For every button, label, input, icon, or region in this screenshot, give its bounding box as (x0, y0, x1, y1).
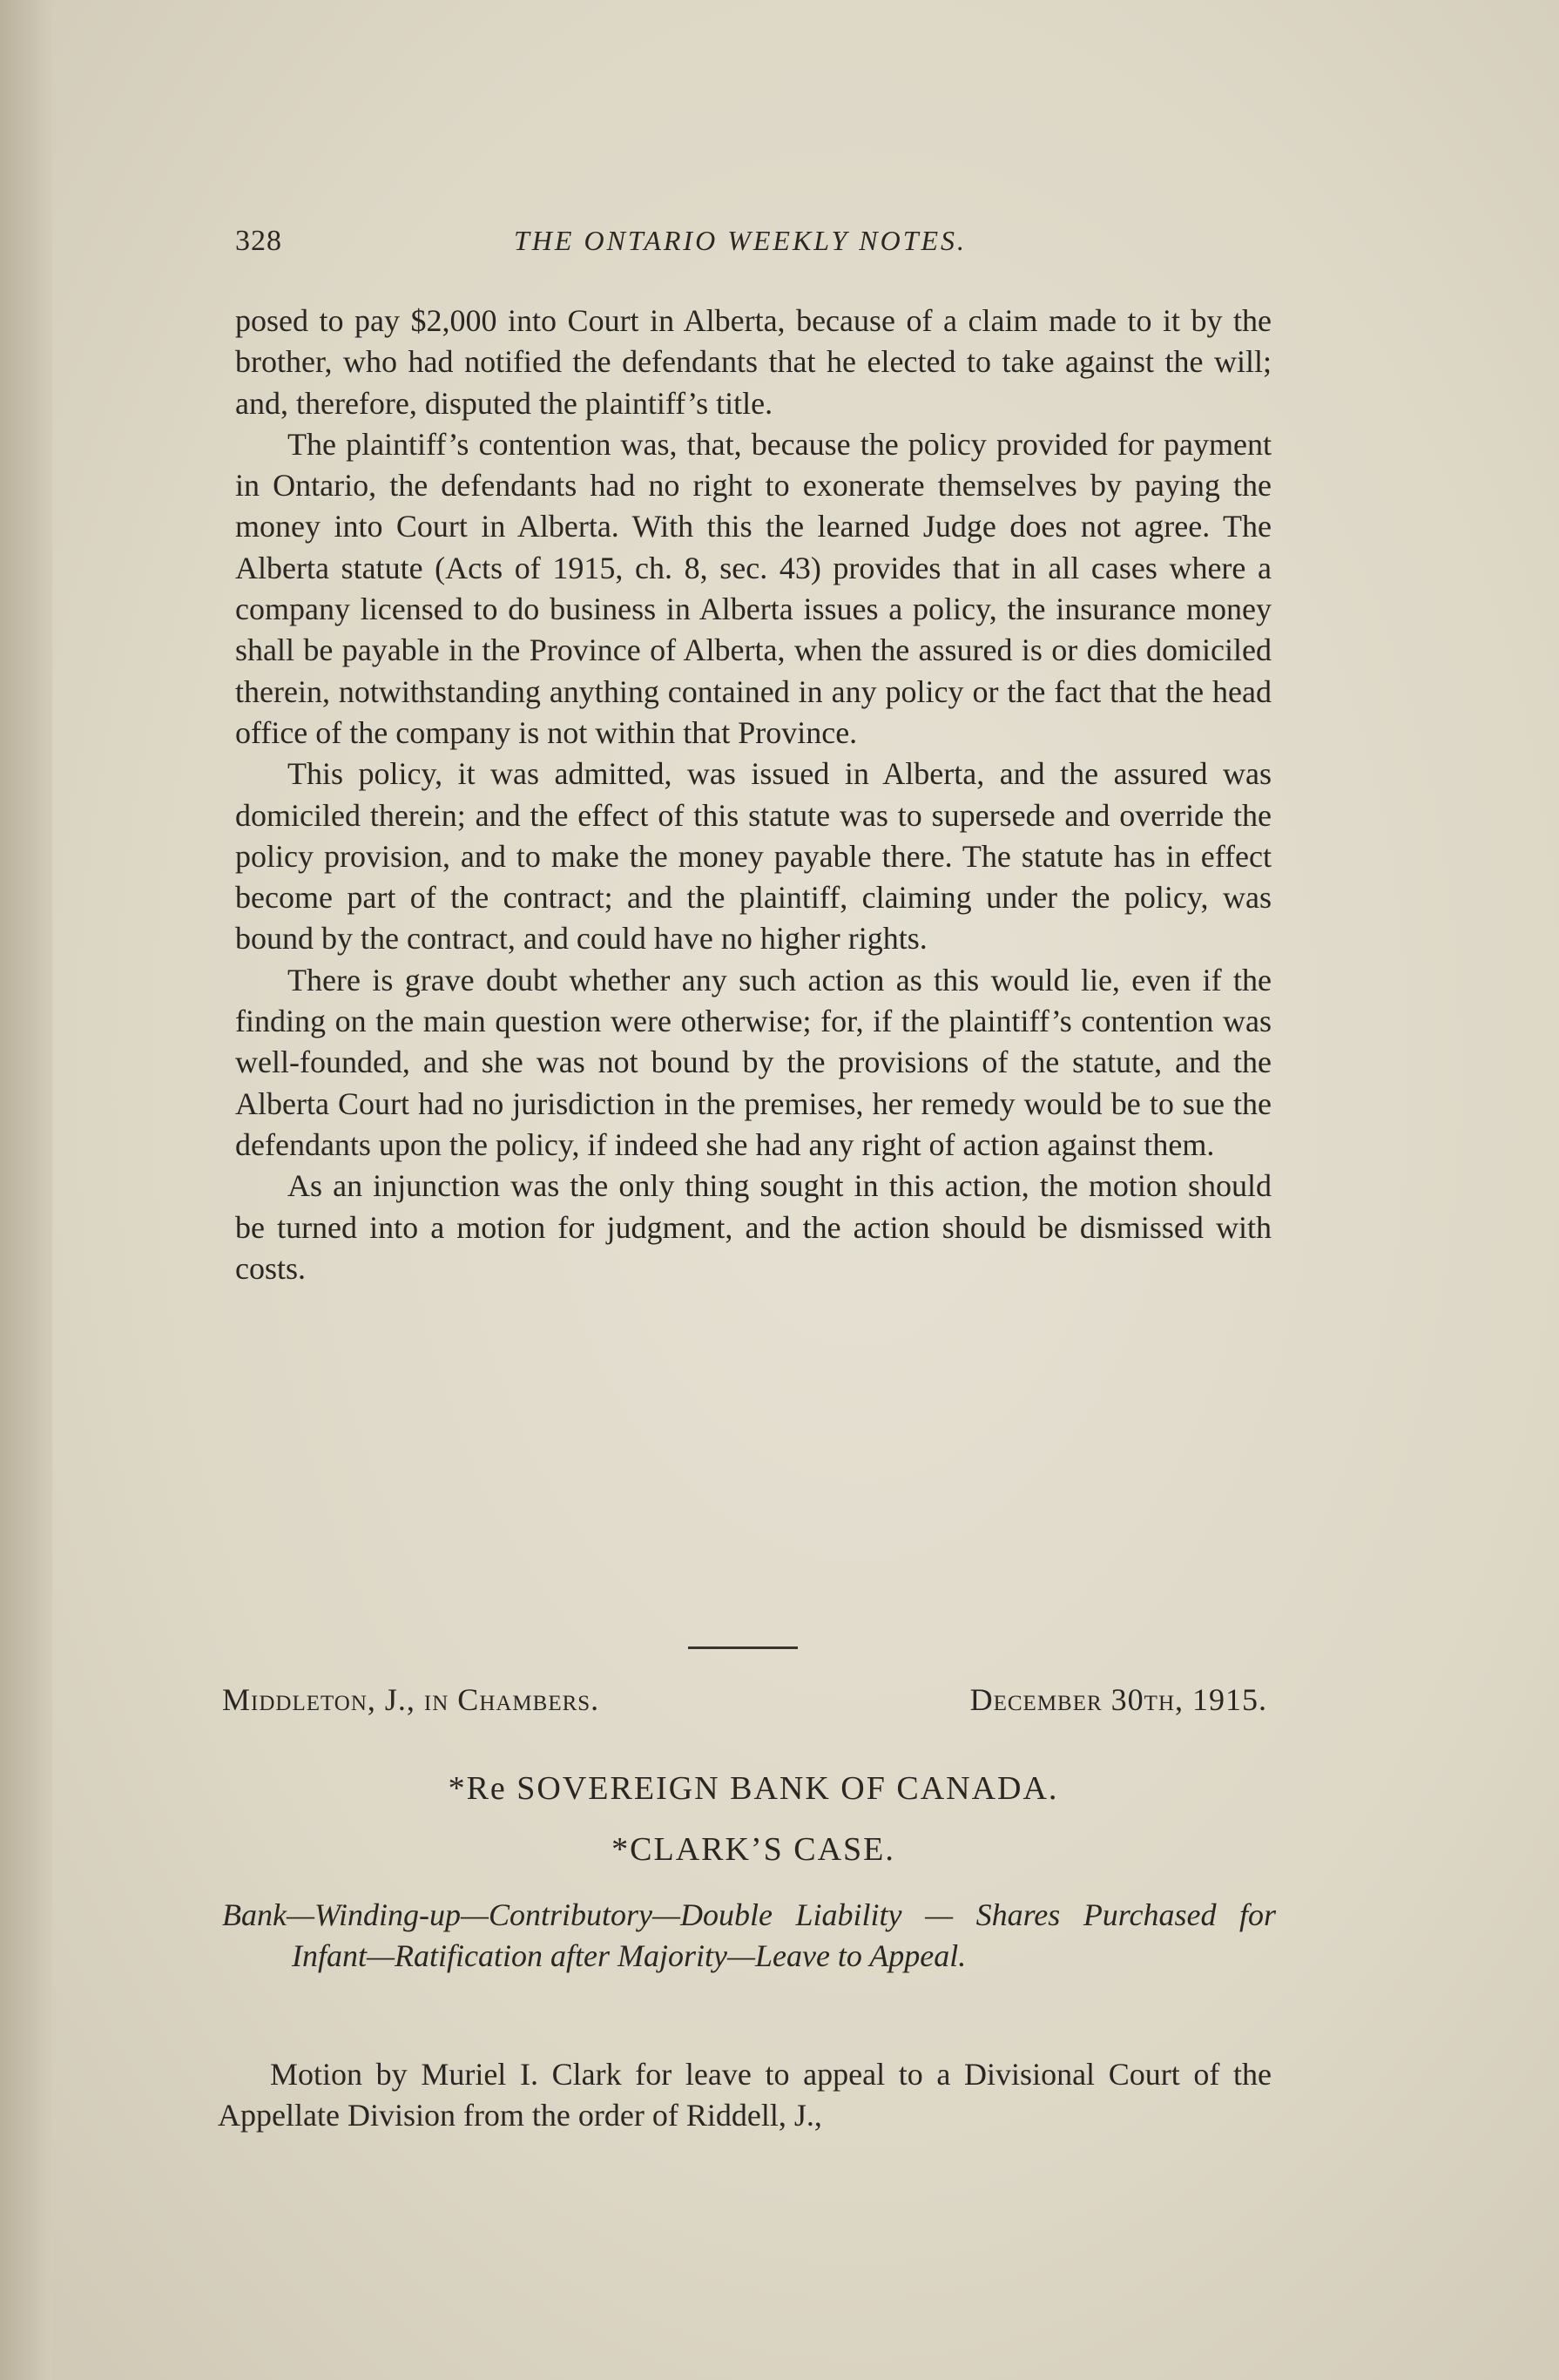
page-gutter-shadow (0, 0, 52, 2380)
case-title-line: *Re SOVEREIGN BANK OF CANADA. (448, 1770, 1059, 1807)
paragraph-continued: posed to pay $2,000 into Court in Alberta, because of a claim made to it by the brother, who had notified the defendants that he elected to take against the will; and, therefore, disputed the plaintiff’s title. (235, 303, 1272, 421)
paragraph: The plaintiff’s contention was, that, because the policy provided for payment in Ontario, the defendants had no right to exonerate themselves by paying the money into Court in Alberta. With this the learned Judge does not agree. The Alberta statute (Acts of 1915, ch. 8, sec. 43) provides that in all cases where a company licensed to do business in Alberta issues a policy, the insurance money shall be payable in the Province of Alberta, when the assured is or dies domiciled therein, notwithstanding anything contained in any policy or the fact that the head office of the company is not within that Province. (235, 426, 1272, 750)
decision-date: December 30th, 1915. (969, 1682, 1267, 1717)
paragraph: As an injunction was the only thing sought in this action, the motion should be turned into a motion for judgment, and the action should be dismissed with costs. (235, 1168, 1272, 1286)
body-text (235, 301, 1272, 1289)
running-title: THE ONTARIO WEEKLY NOTES. (514, 225, 968, 256)
running-head (235, 225, 1272, 268)
page-number: 328 (235, 225, 282, 257)
headnote: Bank—Winding-up—Contributory—Double Liability — Shares Purchased for Infant—Ratification after Majority—Leave to Appeal. (222, 1897, 1276, 1973)
section-divider (688, 1646, 798, 1649)
motion-paragraph: Motion by Muriel I. Clark for leave to appeal to a Divisional Court of the Appellate Division from the order of Riddell, J., (218, 2057, 1272, 2133)
judge-name: Middleton, J., in Chambers. (222, 1682, 600, 1717)
case-subtitle-line: *CLARK’S CASE. (611, 1831, 895, 1868)
case-judge-date-line (222, 1681, 1267, 1725)
case-title (235, 1758, 1272, 1880)
paragraph: This policy, it was admitted, was issued in Alberta, and the assured was domiciled therein; and the effect of this statute was to supersede and override the policy provision, and to make the money payable there. The statute has in effect become part of the contract; and the plaintiff, claiming under the policy, was bound by the contract, and could have no higher rights. (235, 756, 1272, 957)
paragraph: There is grave doubt whether any such action as this would lie, even if the finding on the main question were otherwise; for, if the plaintiff’s contention was well-founded, and she was not bound by the provisions of the statute, and the Alberta Court had no jurisdiction in the premises, her remedy would be to sue the defendants upon the policy, if indeed she had any right of action against them. (235, 962, 1272, 1162)
